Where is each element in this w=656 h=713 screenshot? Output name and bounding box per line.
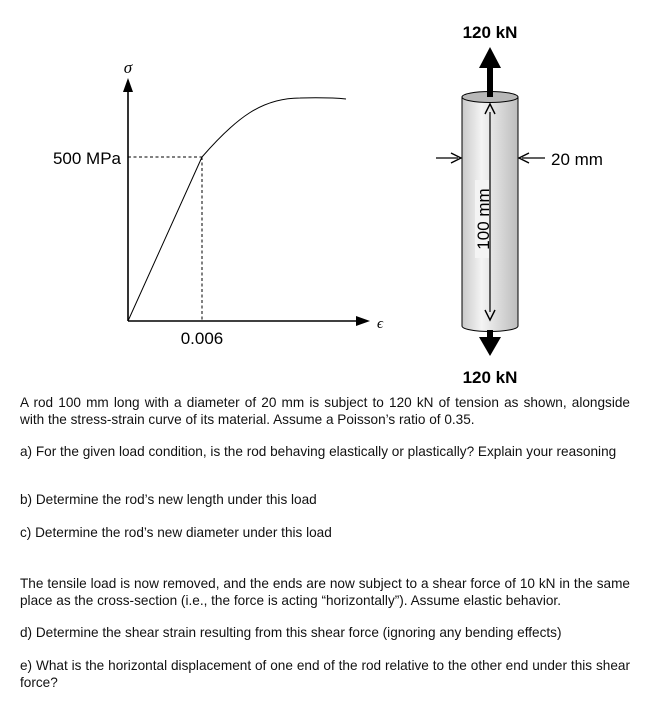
plastic-curve (202, 98, 346, 157)
question-e: e) What is the horizontal displacement of one end of the rod relative to the other end under this shear force? (20, 658, 630, 690)
yield-stress-label: 500 MPa (52, 149, 121, 168)
question-a: a) For the given load condition, is the rod behaving elastically or plastically? Explain your reasoning (20, 444, 617, 459)
rod-diagram (436, 23, 603, 387)
question-d: d) Determine the shear strain resulting from this shear force (ignoring any bending effects) (20, 625, 562, 640)
bottom-load-arrowhead (479, 337, 501, 356)
y-axis-symbol: σ (123, 58, 133, 77)
yield-strain-label: 0.006 (180, 329, 224, 348)
question-b: b) Determine the rod’s new length under this load (20, 492, 317, 507)
x-axis-symbol: ϵ (377, 316, 384, 332)
bottom-load-label: 120 kN (462, 368, 518, 387)
x-axis-arrowhead (356, 316, 370, 326)
question-c: c) Determine the rod’s new diameter under this load (20, 525, 332, 540)
problem-intro: A rod 100 mm long with a diameter of 20 mm is subject to 120 kN of tension as shown, alongside with the stress-strain curve of its material. Assume a Poisson’s ratio of 0.35. (20, 395, 630, 427)
shear-intro: The tensile load is now removed, and the ends are now subject to a shear force of 10 kN in the same place as the cross-section (i.e., the force is acting “horizontally”). Assume elastic behavior. (20, 576, 630, 608)
length-label: 100 mm (474, 188, 493, 250)
y-axis-arrowhead (123, 78, 133, 92)
diameter-label: 20 mm (551, 150, 603, 169)
top-load-arrowhead (479, 47, 501, 68)
stress-strain-graph (53, 58, 384, 348)
top-load-label: 120 kN (462, 23, 518, 42)
linear-elastic-segment (128, 157, 202, 321)
